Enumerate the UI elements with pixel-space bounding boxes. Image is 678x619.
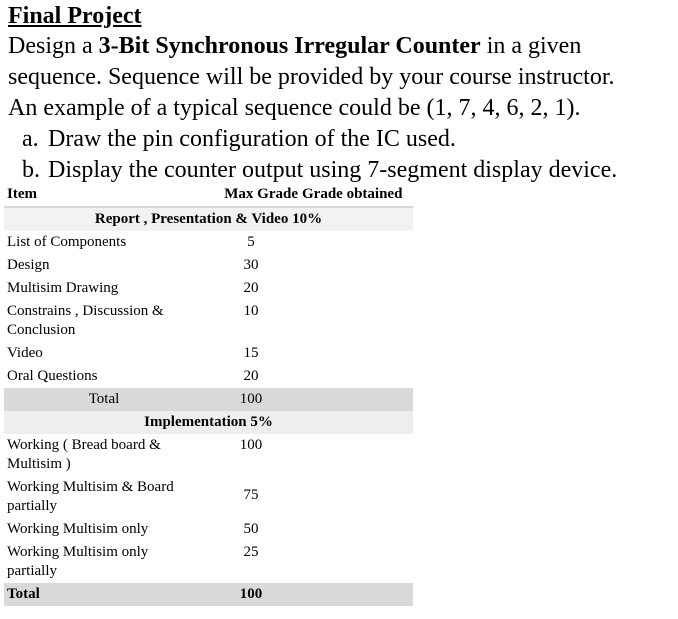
task-a-letter: a. (22, 126, 39, 152)
row-item: Design (7, 257, 50, 273)
table-row (4, 434, 413, 476)
row-max-grade: 100 (239, 437, 263, 453)
section-row-report (4, 207, 413, 231)
table-row (4, 254, 413, 277)
intro-line-3: An example of a typical sequence could be (1, 7, 4, 6, 2, 1). (8, 95, 581, 121)
row-max-grade: 15 (243, 345, 259, 361)
row-item: List of Components (7, 234, 127, 250)
row-grade-obtained (298, 342, 413, 365)
task-a (22, 125, 456, 153)
row-grade-obtained (298, 476, 413, 518)
row-max-grade: 5 (247, 234, 255, 250)
counter-type: 3-Bit Synchronous Irregular Counter (98, 33, 481, 59)
total-grade-obtained (298, 388, 413, 411)
row-grade-obtained (298, 277, 413, 300)
row-max-grade: 20 (243, 280, 259, 296)
intro-line-1-post: in a given (480, 33, 582, 59)
row-item: Constrains , Discussion & Conclusion (7, 303, 164, 338)
intro-line-1-pre: Design a (8, 33, 99, 59)
total-max-grade: 100 (204, 583, 298, 606)
row-item: Oral Questions (7, 368, 98, 384)
table-row (4, 476, 413, 518)
row-item: Video (7, 345, 43, 361)
total-row-report (4, 388, 413, 411)
row-item: Working Multisim only partially (7, 544, 149, 579)
table-row (4, 365, 413, 388)
row-grade-obtained (298, 300, 413, 342)
header-grade-obtained: Grade obtained (298, 183, 413, 207)
table-row (4, 518, 413, 541)
section-row-implementation (4, 411, 413, 434)
table-row (4, 342, 413, 365)
grades-table (4, 183, 413, 606)
task-b (22, 156, 617, 184)
table-row (4, 277, 413, 300)
table-header-row (4, 183, 413, 207)
row-max-grade: 10 (243, 303, 259, 319)
row-grade-obtained (298, 434, 413, 476)
table-row (4, 300, 413, 342)
table-row (4, 231, 413, 254)
row-grade-obtained (298, 365, 413, 388)
row-grade-obtained (298, 231, 413, 254)
row-grade-obtained (298, 541, 413, 583)
row-item: Working Multisim only (7, 521, 149, 537)
header-max-grade: Max Grade (204, 183, 298, 207)
total-label: Total (4, 583, 204, 606)
total-row-implementation (4, 583, 413, 606)
task-b-letter: b. (22, 157, 40, 183)
row-max-grade: 75 (243, 487, 259, 503)
intro-line-2: sequence. Sequence will be provided by your course instructor. (8, 64, 615, 90)
section-title-implementation: Implementation 5% (4, 411, 413, 434)
row-max-grade: 25 (243, 544, 259, 560)
total-grade-obtained (298, 583, 413, 606)
row-item: Multisim Drawing (7, 280, 119, 296)
row-item: Working Multisim & Board partially (7, 479, 174, 514)
total-max-grade: 100 (204, 388, 298, 411)
row-max-grade: 50 (243, 521, 259, 537)
section-title-report: Report , Presentation & Video 10% (4, 207, 413, 231)
task-b-text: Display the counter output using 7-segment display device. (48, 157, 618, 183)
page-title: Final Project (8, 3, 142, 29)
total-label: Total (4, 388, 204, 411)
row-max-grade: 30 (243, 257, 259, 273)
row-grade-obtained (298, 254, 413, 277)
row-item: Working ( Bread board & Multisim ) (7, 437, 161, 472)
row-max-grade: 20 (243, 368, 259, 384)
intro-line-1 (8, 32, 581, 60)
table-row (4, 541, 413, 583)
header-item: Item (4, 183, 204, 207)
row-grade-obtained (298, 518, 413, 541)
task-a-text: Draw the pin configuration of the IC used. (48, 126, 456, 152)
